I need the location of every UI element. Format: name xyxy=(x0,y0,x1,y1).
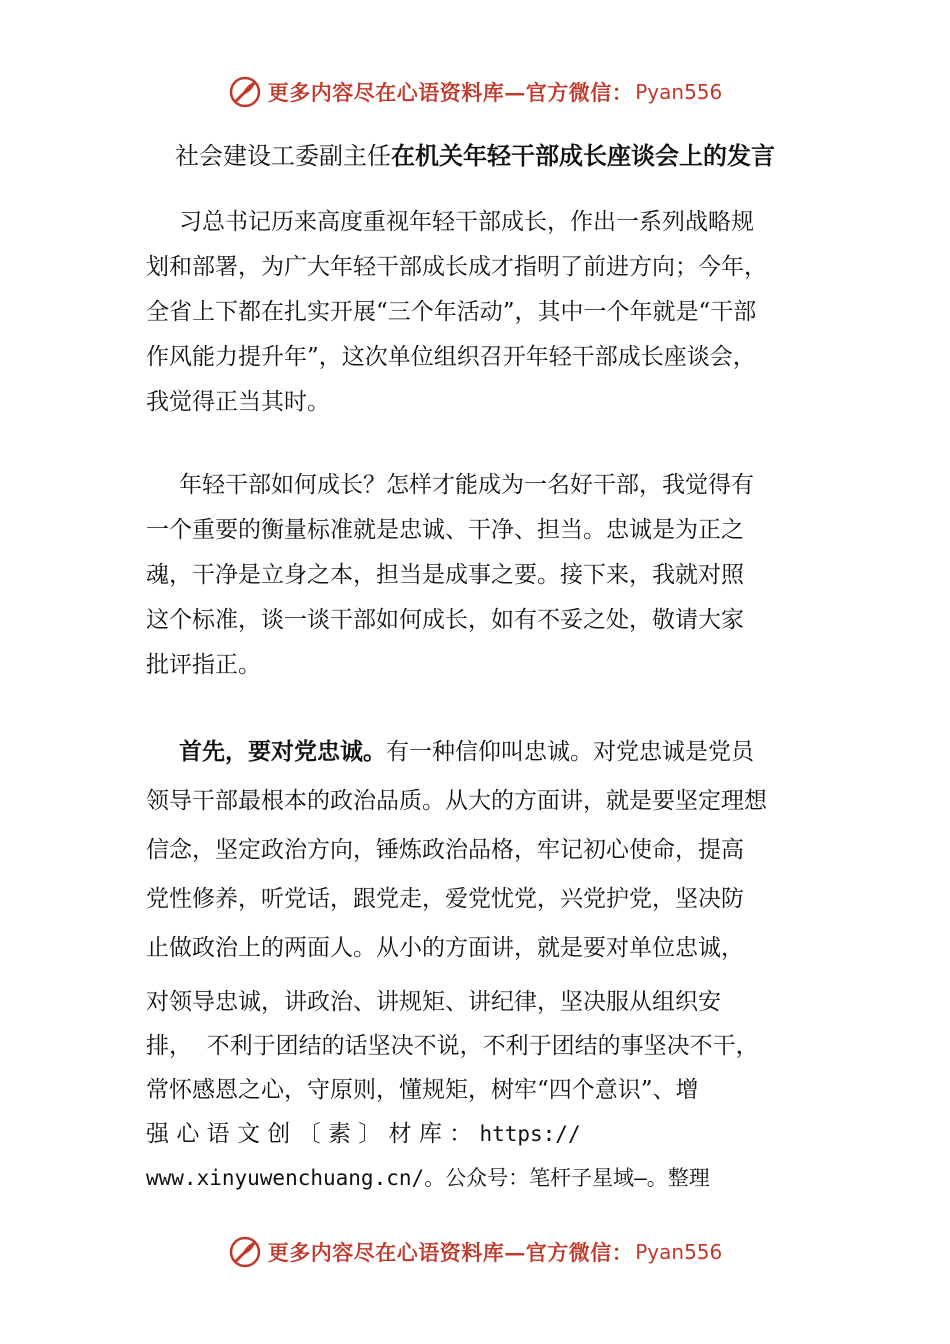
text-line: 止做政治上的两面人。从小的方面讲，就是要对单位忠诚， xyxy=(146,935,744,961)
text-line: 批评指正。 xyxy=(146,652,261,678)
spread-char: 创 xyxy=(267,1121,291,1147)
paragraph-4 xyxy=(146,980,810,1200)
spread-char: 心 xyxy=(176,1121,200,1147)
text-line: 魂，干净是立身之本，担当是成事之要。接下来，我就对照 xyxy=(146,562,744,588)
spread-text-line xyxy=(146,1112,810,1156)
spread-char: 〕 xyxy=(358,1121,382,1147)
paragraph-2 xyxy=(146,463,810,688)
paragraph-3 xyxy=(146,728,810,973)
paragraph-1 xyxy=(146,200,810,425)
text-line: 划和部署，为广大年轻干部成长成才指明了前进方向；今年， xyxy=(146,254,767,280)
spread-char: 语 xyxy=(206,1121,230,1147)
text-line: 年轻干部如何成长？怎样才能成为一名好干部，我觉得有 xyxy=(179,472,754,498)
header-banner xyxy=(0,72,950,112)
text-line: 排， 不利于团结的话坚决不说，不利于团结的事坚决不干， xyxy=(146,1033,759,1059)
spread-char: 文 xyxy=(236,1121,260,1147)
text-line: 这个标准，谈一谈干部如何成长，如有不妥之处，敬请大家 xyxy=(146,607,744,633)
website-text: www.xinyuwenchuang.cn/。公众号：笔杆子星域—。整理 xyxy=(146,1166,710,1190)
url-prefix: https:// xyxy=(479,1122,581,1146)
text-line: 全省上下都在扎实开展“三个年活动”，其中一个年就是“干部 xyxy=(146,299,757,325)
quill-logo-icon xyxy=(228,75,262,109)
text-line: 信念，坚定政治方向，锤炼政治品格，牢记初心使命，提高 xyxy=(146,837,744,863)
spread-char: ： xyxy=(449,1121,473,1147)
spread-char: 材 xyxy=(388,1121,412,1147)
text-line xyxy=(146,728,810,777)
text-line: 习总书记历来高度重视年轻干部成长，作出一系列战略规 xyxy=(179,209,754,235)
banner-wechat-id: Pyan556 xyxy=(635,1240,723,1264)
section-heading: 首先，要对党忠诚。 xyxy=(179,739,386,765)
spread-char: 强 xyxy=(146,1121,169,1147)
quill-logo-icon xyxy=(228,1235,262,1269)
title-prefix: 社会建设工委副主任 xyxy=(175,142,391,170)
text-line: 我觉得正当其时。 xyxy=(146,389,330,415)
footer-banner xyxy=(0,1232,950,1272)
banner-wechat-id: Pyan556 xyxy=(635,80,723,104)
text-line: 常怀感恩之心，守原则，懂规矩，树牢“四个意识”、增 xyxy=(146,1077,699,1103)
spread-char: 〔 xyxy=(297,1121,321,1147)
spread-char: 库 xyxy=(418,1121,442,1147)
text-run: 有一种信仰叫忠诚。对党忠诚是党员 xyxy=(386,739,754,765)
spread-char: 素 xyxy=(327,1121,351,1147)
text-line: 对领导忠诚，讲政治、讲规矩、讲纪律，坚决服从组织安 xyxy=(146,989,721,1015)
text-line: 一个重要的衡量标准就是忠诚、干净、担当。忠诚是为正之 xyxy=(146,517,744,543)
text-line: 党性修养，听党话，跟党走，爱党忧党，兴党护党，坚决防 xyxy=(146,886,744,912)
text-line: 领导干部最根本的政治品质。从大的方面讲，就是要坚定理想 xyxy=(146,788,767,814)
title-main: 在机关年轻干部成长座谈会上的发言 xyxy=(391,142,775,170)
document-title xyxy=(0,136,950,171)
text-line: 作风能力提升年”，这次单位组织召开年轻干部成长座谈会， xyxy=(146,344,756,370)
banner-text: 更多内容尽在心语资料库—官方微信： xyxy=(267,80,634,105)
banner-text: 更多内容尽在心语资料库—官方微信： xyxy=(267,1240,634,1265)
text-line xyxy=(146,1156,810,1200)
